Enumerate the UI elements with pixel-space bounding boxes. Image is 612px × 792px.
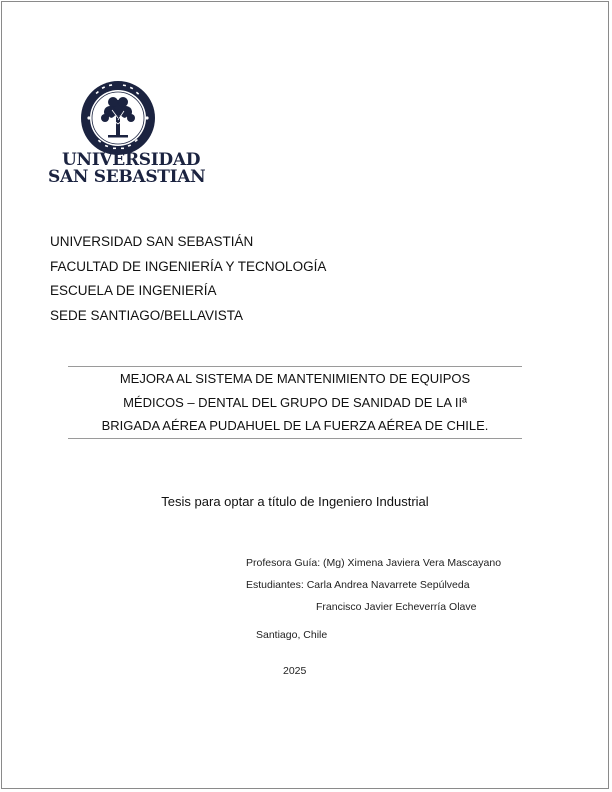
year: 2025 <box>283 665 307 677</box>
thesis-title-line-3: BRIGADA AÉREA PUDAHUEL DE LA FUERZA AÉREA DE CHILE. <box>101 418 489 433</box>
institution-school: ESCUELA DE INGENIERÍA <box>50 283 217 298</box>
tree-seal-icon <box>80 80 156 156</box>
students-line-1: Estudiantes: Carla Andrea Navarrete Sepúlveda <box>246 579 470 591</box>
wordmark-line-1: UNIVERSIDAD <box>62 150 201 170</box>
title-divider-bottom <box>68 438 522 439</box>
institution-university: UNIVERSIDAD SAN SEBASTIÁN <box>50 234 254 249</box>
university-wordmark <box>48 152 208 186</box>
university-logo <box>46 80 206 190</box>
thesis-title-line-1: MEJORA AL SISTEMA DE MANTENIMIENTO DE EQUIPOS <box>119 371 471 386</box>
wordmark-line-2: SAN SEBASTIAN <box>48 167 206 187</box>
degree-statement: Tesis para optar a título de Ingeniero Industrial <box>161 494 429 509</box>
place: Santiago, Chile <box>256 629 328 641</box>
credits-block <box>246 552 501 618</box>
advisor-line: Profesora Guía: (Mg) Ximena Javiera Vera Mascayano <box>246 557 502 569</box>
institution-block <box>50 230 326 328</box>
thesis-title <box>60 366 530 438</box>
students-line-2: Francisco Javier Echeverría Olave <box>316 601 477 613</box>
institution-faculty: FACULTAD DE INGENIERÍA Y TECNOLOGÍA <box>50 258 327 274</box>
institution-campus: SEDE SANTIAGO/BELLAVISTA <box>50 307 244 323</box>
thesis-title-line-2: MÉDICOS – DENTAL DEL GRUPO DE SANIDAD DE LA IIª <box>123 394 467 410</box>
